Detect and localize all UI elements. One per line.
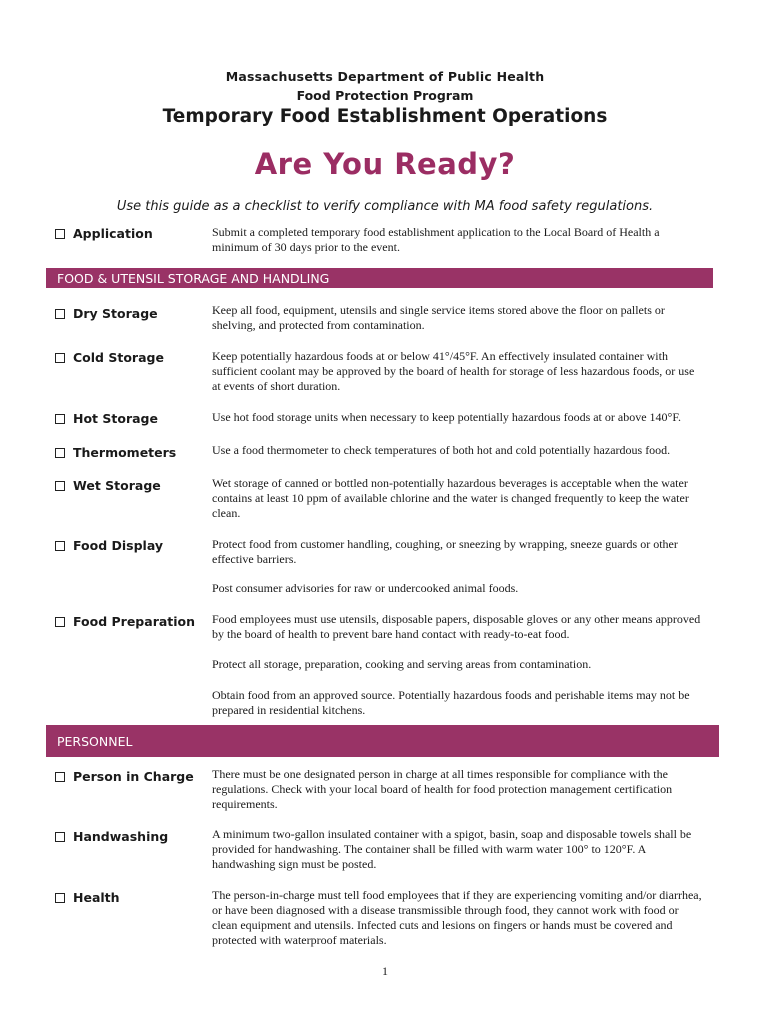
intro-text: Use this guide as a checklist to verify compliance with MA food safety regulations. [116,199,654,214]
checklist-item-person-in-charge[interactable] [55,769,194,784]
checkbox-icon[interactable] [55,772,65,782]
checkbox-icon[interactable] [55,448,65,458]
section-header-personnel [46,725,719,757]
checklist-label: Person in Charge [73,769,194,784]
protect-areas-text: Protect all storage, preparation, cooking and serving areas from contamination. [212,657,592,671]
checklist-item-wet-storage[interactable] [55,478,161,493]
section-title: PERSONNEL [57,733,133,749]
checklist-description: Submit a completed temporary food establishment application to the Local Board of Health a minimum of 30 days prior to the event. [212,225,660,254]
checkbox-icon[interactable] [55,893,65,903]
checklist-item-food-preparation[interactable] [55,614,195,629]
page-number: 1 [382,964,388,978]
checklist-label: Wet Storage [73,478,161,493]
checklist-description: There must be one designated person in charge at all times responsible for compliance with the regulations. Check with your local board of health for food protection management certification requirements. [212,767,673,811]
checkbox-icon[interactable] [55,541,65,551]
checklist-item-thermometers[interactable] [55,445,176,460]
checkbox-icon[interactable] [55,229,65,239]
checklist-item-cold-storage[interactable] [55,350,164,365]
approved-source-text: Obtain food from an approved source. Potentially hazardous foods and perishable items may not be prepared in residential kitchens. [212,688,690,717]
headline: Are You Ready? [254,147,516,181]
checkbox-icon[interactable] [55,309,65,319]
department-name: Massachusetts Department of Public Health [225,69,545,84]
checkbox-icon[interactable] [55,414,65,424]
checklist-item-handwashing[interactable] [55,829,168,844]
checklist-description: Use a food thermometer to check temperatures of both hot and cold potentially hazardous food. [212,443,671,457]
checklist-label: Thermometers [73,445,177,460]
checkbox-icon[interactable] [55,481,65,491]
checklist-label: Hot Storage [73,411,158,426]
document-title: Temporary Food Establishment Operations [162,106,608,127]
checklist-item-dry-storage[interactable] [55,306,158,321]
checklist-description: Keep all food, equipment, utensils and single service items stored above the floor on pallets or shelving, and protected from contamination. [212,303,665,332]
checklist-description: Food employees must use utensils, disposable papers, disposable gloves or any other means approved by the board of health to prevent bare hand contact with ready-to-eat food. [212,612,701,641]
checklist-label: Application [73,226,153,241]
checkbox-icon[interactable] [55,832,65,842]
checklist-description: The person-in-charge must tell food employees that if they are experiencing vomiting and/or diarrhea, or have been diagnosed with a disease transmissible through food, they cannot work with food or clean equipment and utensils. Infected cuts and lesions on fingers or hands must be covered and protected with waterproof materials. [212,888,702,947]
section-header-storage [46,268,713,288]
checklist-label: Cold Storage [73,350,164,365]
checklist-description: A minimum two-gallon insulated container with a spigot, basin, soap and disposable towels shall be provided for handwashing. The container shall be filled with warm water 100° to 120°F. A handwashing sign must be posted. [212,827,692,871]
checklist-item-health[interactable] [55,890,120,905]
checklist-label: Food Display [73,538,164,553]
checklist-description: Wet storage of canned or bottled non-potentially hazardous beverages is acceptable when the water contains at least 10 ppm of available chlorine and the water is changed frequently to keep the water clean. [212,476,689,520]
section-title: FOOD & UTENSIL STORAGE AND HANDLING [57,270,330,286]
checklist-label: Health [73,890,120,905]
checklist-item-food-display[interactable] [55,538,163,553]
checklist-label: Handwashing [73,829,169,844]
advisory-text: Post consumer advisories for raw or undercooked animal foods. [212,581,519,595]
checklist-description: Use hot food storage units when necessary to keep potentially hazardous foods at or above 140°F. [212,410,682,424]
checklist-description: Protect food from customer handling, coughing, or sneezing by wrapping, sneeze guards or other effective barriers. [212,537,678,566]
checkbox-icon[interactable] [55,353,65,363]
checklist-item-application[interactable] [55,226,153,241]
checklist-description: Keep potentially hazardous foods at or below 41°/45°F. An effectively insulated container with sufficient coolant may be approved by the board of health for storage of less hazardous foods, or use at events of short duration. [212,349,695,393]
checkbox-icon[interactable] [55,617,65,627]
checklist-label: Food Preparation [73,614,196,629]
program-name: Food Protection Program [296,88,474,103]
checklist-item-hot-storage[interactable] [55,411,158,426]
checklist-label: Dry Storage [73,306,158,321]
